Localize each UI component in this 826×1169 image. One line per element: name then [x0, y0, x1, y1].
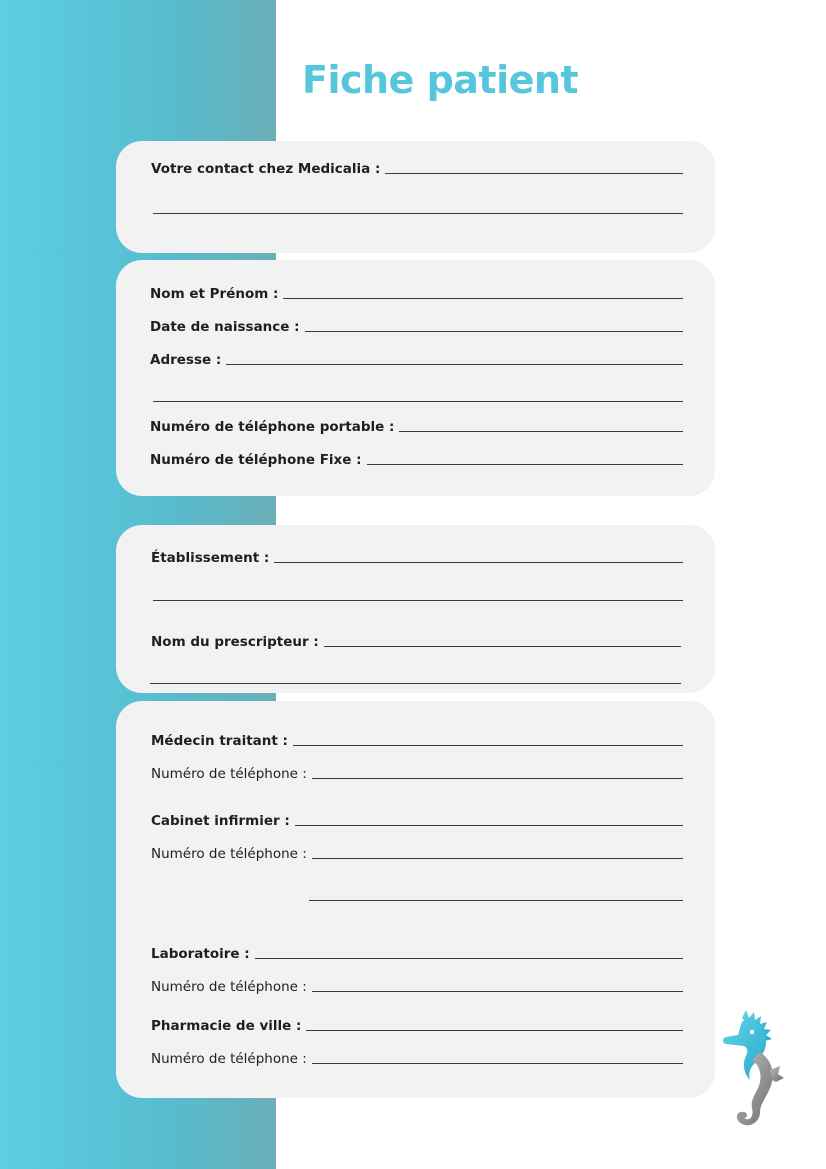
doctor-field[interactable] [293, 745, 683, 746]
mobile-label: Numéro de téléphone portable : [150, 419, 395, 435]
name-row [150, 286, 683, 302]
pharmacy-phone-label: Numéro de téléphone : [151, 1051, 307, 1067]
doctor-label: Médecin traitant : [151, 733, 288, 749]
address-field[interactable] [226, 364, 683, 365]
lab-field[interactable] [255, 958, 683, 959]
lab-phone-label: Numéro de téléphone : [151, 979, 307, 995]
nurse-phone-label: Numéro de téléphone : [151, 846, 307, 862]
prescriber-field-extra[interactable] [150, 683, 681, 684]
contact-card [116, 141, 715, 253]
establishment-field-extra[interactable] [153, 600, 683, 601]
landline-row [150, 452, 683, 468]
landline-field[interactable] [367, 464, 683, 465]
establishment-label: Établissement : [151, 550, 270, 566]
nurse-field[interactable] [295, 825, 683, 826]
prescriber-row [151, 634, 681, 650]
establishment-row [151, 550, 683, 566]
landline-label: Numéro de téléphone Fixe : [150, 452, 362, 468]
doctor-phone-field[interactable] [312, 778, 683, 779]
patient-card [116, 260, 715, 496]
nurse-phone-field[interactable] [312, 858, 683, 859]
address-row [150, 352, 683, 368]
name-label: Nom et Prénom : [150, 286, 279, 302]
establishment-field[interactable] [274, 562, 683, 563]
birthdate-row [150, 319, 683, 335]
doctor-phone-label: Numéro de téléphone : [151, 766, 307, 782]
birthdate-field[interactable] [305, 331, 683, 332]
contact-label: Votre contact chez Medicalia : [151, 161, 381, 177]
pharmacy-field[interactable] [306, 1030, 683, 1031]
doctor-phone-row [151, 766, 683, 782]
pharmacy-row [151, 1018, 683, 1034]
establishment-card [116, 525, 715, 693]
lab-phone-row [151, 979, 683, 995]
pharmacy-phone-row [151, 1051, 683, 1067]
nurse-row [151, 813, 683, 829]
seahorse-logo-icon [720, 1008, 786, 1132]
lab-row [151, 946, 683, 962]
name-field[interactable] [283, 298, 683, 299]
page-title: Fiche patient [302, 58, 579, 102]
mobile-field[interactable] [399, 431, 683, 432]
lab-label: Laboratoire : [151, 946, 250, 962]
nurse-phone-field-extra[interactable] [309, 900, 683, 901]
prescriber-field[interactable] [324, 646, 681, 647]
contact-field[interactable] [385, 173, 683, 174]
lab-phone-field[interactable] [312, 991, 683, 992]
doctor-row [151, 733, 683, 749]
nurse-label: Cabinet infirmier : [151, 813, 290, 829]
address-label: Adresse : [150, 352, 222, 368]
pharmacy-label: Pharmacie de ville : [151, 1018, 302, 1034]
contact-field-extra[interactable] [153, 213, 683, 214]
pharmacy-phone-field[interactable] [312, 1063, 683, 1064]
prescriber-label: Nom du prescripteur : [151, 634, 319, 650]
mobile-row [150, 419, 683, 435]
address-field-extra[interactable] [153, 401, 683, 402]
care-card [116, 701, 715, 1098]
nurse-phone-row [151, 846, 683, 862]
contact-row [151, 161, 683, 177]
birthdate-label: Date de naissance : [150, 319, 300, 335]
